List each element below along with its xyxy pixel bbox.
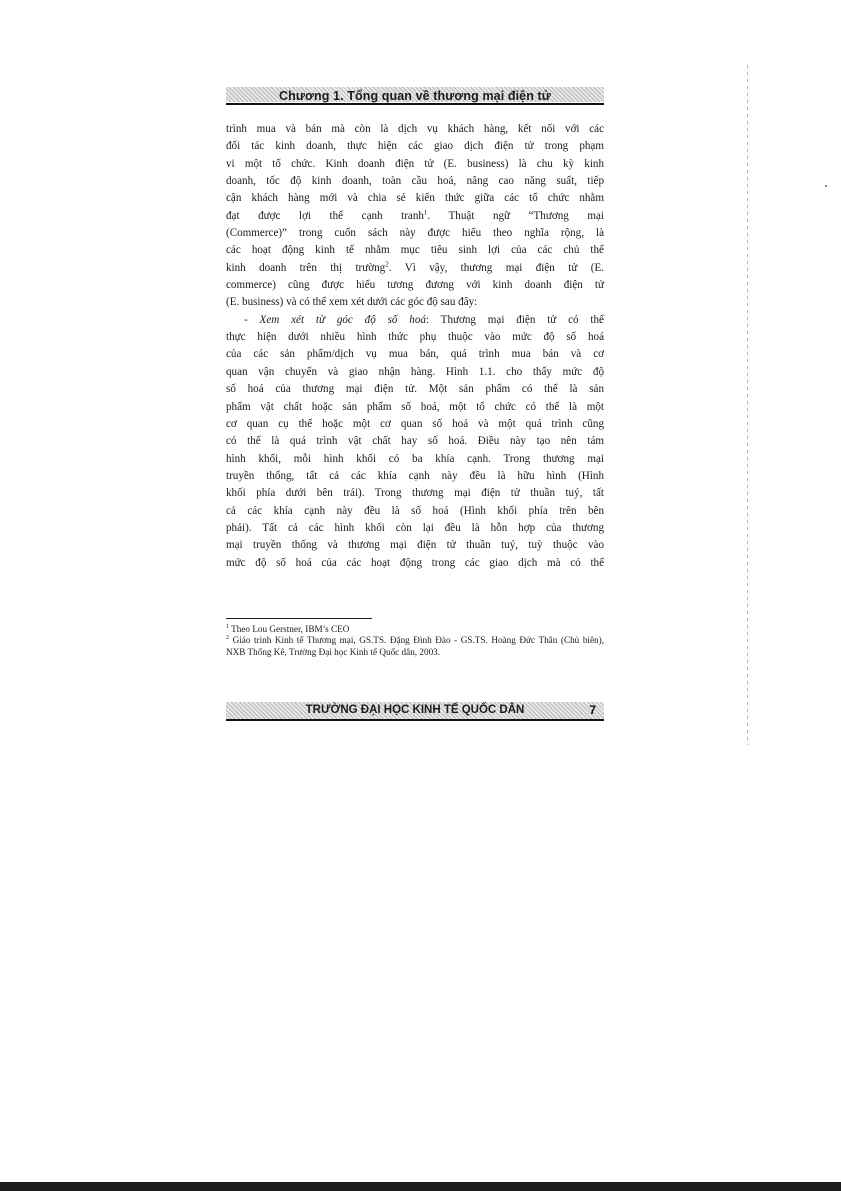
- university-name: TRƯỜNG ĐẠI HỌC KINH TẾ QUỐC DÂN: [305, 704, 525, 716]
- paragraph-1-line: vi một tổ chức. Kinh doanh điện tử (E. business) là chu kỳ kinh: [226, 157, 604, 170]
- text-run: đạt được lợi thế cạnh tranh: [226, 209, 424, 222]
- paragraph-2-line: cả các khía cạnh này đều là số hoá (Hình khối phía trên bên: [226, 504, 604, 517]
- page-number: 7: [589, 703, 596, 717]
- paragraph-2-line: mức độ số hoá của các hoạt động trong các giao dịch mà có thể: [226, 556, 604, 569]
- paragraph-1-line: doanh, tốc độ kinh doanh, toàn cầu hoá, nâng cao năng suất, tiếp: [226, 175, 604, 188]
- paragraph-2-line: khối phía dưới bên trái). Trong thương mại điện tử thuần tuý, tất: [226, 487, 604, 500]
- paragraph-1-line: trình mua và bán mà còn là dịch vụ khách hàng, kết nối với các: [226, 123, 604, 135]
- paragraph-2-line: truyền thống, tất cả các khía cạnh này đều là hữu hình (Hình: [226, 469, 604, 482]
- paragraph-1-line: đối tác kinh doanh, thực hiện các giao dịch điện tử trong phạm: [226, 140, 604, 153]
- paragraph-1-line: [226, 260, 604, 277]
- paragraph-2-line: có thể là quá trình vật chất hay số hoá. Điều này tạo nên tám: [226, 435, 604, 448]
- paragraph-2-line: phải). Tất cả các hình khối còn lại đều là hỗn hợp của thương: [226, 521, 604, 534]
- scan-margin-line: [747, 65, 748, 745]
- footnote-text: Theo Lou Gerstner, IBM’s CEO: [231, 624, 350, 634]
- paragraph-2-line: [226, 312, 604, 329]
- paragraph-2-line: cơ quan cụ thể hoặc một cơ quan số hoá và một quá trình cũng: [226, 417, 604, 430]
- paragraph-2-line: mại truyền thống và thương mại điện tử thuần tuý, tuỳ thuộc vào: [226, 539, 604, 552]
- paragraph-2-line: phẩm vật chất hoặc sản phẩm số hoá, một tổ chức có thể là một: [226, 400, 604, 413]
- footnote-mark: 1: [226, 623, 229, 630]
- chapter-header-banner: [226, 87, 604, 102]
- footnote-divider: [226, 618, 372, 619]
- paragraph-2-line: hình khối, mỗi hình khối có ba khía cạnh. Trong thương mại: [226, 452, 604, 465]
- footnote-mark: 2: [226, 635, 229, 642]
- text-run: . Vì vậy, thương mại điện tử (E.: [388, 261, 605, 274]
- paragraph-1-line: commerce) cũng được hiểu tương đương với kinh doanh điện tử: [226, 279, 604, 292]
- chapter-title: Chương 1. Tổng quan về thương mại điện tử: [279, 89, 551, 103]
- list-dash: -: [244, 313, 248, 326]
- text-run: kinh doanh trên thị trường: [226, 261, 386, 274]
- footnote-1: [226, 624, 604, 635]
- paragraph-2-line: quan vận chuyển và giao nhận hàng. Hình 1.1. cho thấy mức độ: [226, 365, 604, 378]
- italic-heading: Xem xét từ góc độ số hoá: [259, 313, 426, 326]
- body-text: [226, 121, 604, 572]
- footnote-ref-2[interactable]: 2: [385, 260, 389, 269]
- paragraph-1-line: các hoạt động kinh tế nhằm mục tiêu sinh lợi của các chủ thể: [226, 244, 604, 257]
- paragraph-1-line: cận khách hàng mới và chia sẻ kiến thức giữa các tổ chức nhằm: [226, 192, 604, 205]
- text-run: . Thuật ngữ “Thương mại: [427, 209, 604, 222]
- paragraph-2-line: thực hiện dưới nhiều hình thức phụ thuộc vào mức độ số hoá: [226, 331, 604, 344]
- paragraph-2-line: số hoá của thương mại điện tử. Một sản phẩm có thể là sản: [226, 383, 604, 396]
- text-run: : Thương mại điện tử có thể: [425, 313, 604, 326]
- paragraph-2-line: của các sản phẩm/dịch vụ mua bán, quá trình mua bán và cơ: [226, 348, 604, 361]
- footnote-text: Giáo trình Kinh tế Thương mại, GS.TS. Đặng Đình Đào - GS.TS. Hoàng Đức Thân (Chủ biên), NXB Thống Kê, Trường Đại học Kinh tế Quốc dân, 2003.: [226, 635, 604, 657]
- footnotes: [226, 624, 604, 658]
- footnote-2: [226, 635, 604, 658]
- scan-speck: [825, 185, 827, 187]
- paragraph-1-line: [226, 208, 604, 225]
- footer-divider: [226, 719, 604, 721]
- header-divider: [226, 103, 604, 105]
- footer-banner: [226, 702, 604, 719]
- paragraph-1-line: (Commerce)” trong cuốn sách này được hiểu theo nghĩa rộng, là: [226, 227, 604, 240]
- paragraph-1-line: (E. business) và có thể xem xét dưới các góc độ sau đây:: [226, 296, 478, 309]
- scan-bottom-edge: [0, 1182, 841, 1191]
- footnote-ref-1[interactable]: 1: [423, 208, 428, 217]
